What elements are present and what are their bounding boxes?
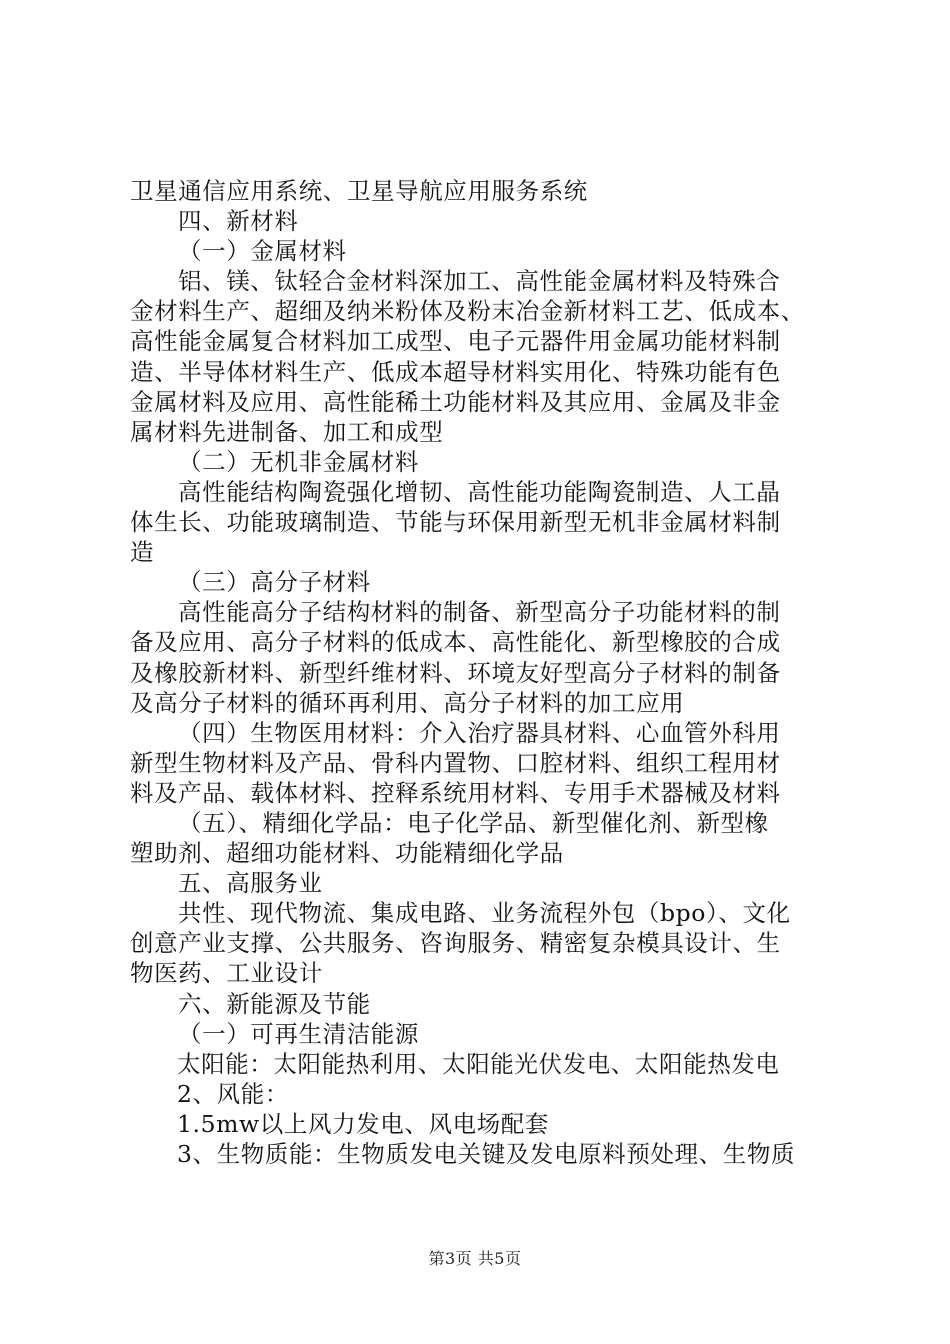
text-line: 3、生物质能：生物质发电关键及发电原料预处理、生物质 bbox=[177, 1140, 796, 1168]
text-line: 造 bbox=[130, 538, 155, 567]
text-line: 物医药、工业设计 bbox=[130, 959, 323, 988]
text-line: 高性能金属复合材料加工成型、电子元器件用金属功能材料制 bbox=[130, 327, 781, 356]
text-line: 属材料先进制备、加工和成型 bbox=[130, 417, 444, 446]
text-line: 新型生物材料及产品、骨科内置物、口腔材料、组织工程用材 bbox=[130, 748, 781, 777]
text-line: 高性能结构陶瓷强化增韧、高性能功能陶瓷制造、人工晶 bbox=[178, 477, 781, 506]
text-line: 体生长、功能玻璃制造、节能与环保用新型无机非金属材料制 bbox=[130, 508, 781, 537]
text-line: 太阳能：太阳能热利用、太阳能光伏发电、太阳能热发电 bbox=[177, 1049, 780, 1078]
text-line: （四）生物医用材料：介入治疗器具材料、心血管外科用 bbox=[178, 718, 781, 747]
text-line: 卫星通信应用系统、卫星导航应用服务系统 bbox=[130, 177, 588, 205]
text-line: 金材料生产、超细及纳米粉体及粉末冶金新材料工艺、低成本、 bbox=[130, 297, 805, 326]
text-line: 高性能高分子结构材料的制备、新型高分子功能材料的制 bbox=[178, 598, 781, 627]
text-line: 料及产品、载体材料、控释系统用材料、专用手术器械及材料 bbox=[130, 778, 781, 807]
text-line: 金属材料及应用、高性能稀土功能材料及其应用、金属及非金 bbox=[130, 387, 781, 416]
text-line: 五、高服务业 bbox=[178, 869, 323, 898]
document-body bbox=[130, 176, 830, 1169]
text-line: 2、风能： bbox=[177, 1079, 289, 1108]
text-line: 1.5mw以上风力发电、风电场配套 bbox=[177, 1109, 549, 1138]
text-line: 共性、现代物流、集成电路、业务流程外包（bpo）、文化 bbox=[178, 899, 791, 928]
text-line: （一）金属材料 bbox=[178, 237, 347, 266]
text-line: 铝、镁、钛轻合金材料深加工、高性能金属材料及特殊合 bbox=[178, 267, 781, 296]
text-line: 备及应用、高分子材料的低成本、高性能化、新型橡胶的合成 bbox=[130, 628, 781, 657]
text-line: （二）无机非金属材料 bbox=[178, 447, 419, 476]
text-line: （五）、精细化学品：电子化学品、新型催化剂、新型橡 bbox=[178, 808, 769, 837]
text-line: 造、半导体材料生产、低成本超导材料实用化、特殊功能有色 bbox=[130, 357, 781, 386]
text-line: 四、新材料 bbox=[178, 207, 299, 236]
text-line: 及高分子材料的循环再利用、高分子材料的加工应用 bbox=[130, 688, 685, 717]
text-line: 塑助剂、超细功能材料、功能精细化学品 bbox=[130, 839, 564, 868]
text-line: 及橡胶新材料、新型纤维材料、环境友好型高分子材料的制备 bbox=[130, 658, 781, 687]
text-line: 六、新能源及节能 bbox=[178, 989, 371, 1018]
text-line: （一）可再生清洁能源 bbox=[178, 1019, 419, 1048]
page-footer: 第3页 共5页 bbox=[428, 1249, 522, 1268]
text-line: 创意产业支撑、公共服务、咨询服务、精密复杂模具设计、生 bbox=[130, 929, 781, 958]
text-line: （三）高分子材料 bbox=[178, 568, 371, 597]
